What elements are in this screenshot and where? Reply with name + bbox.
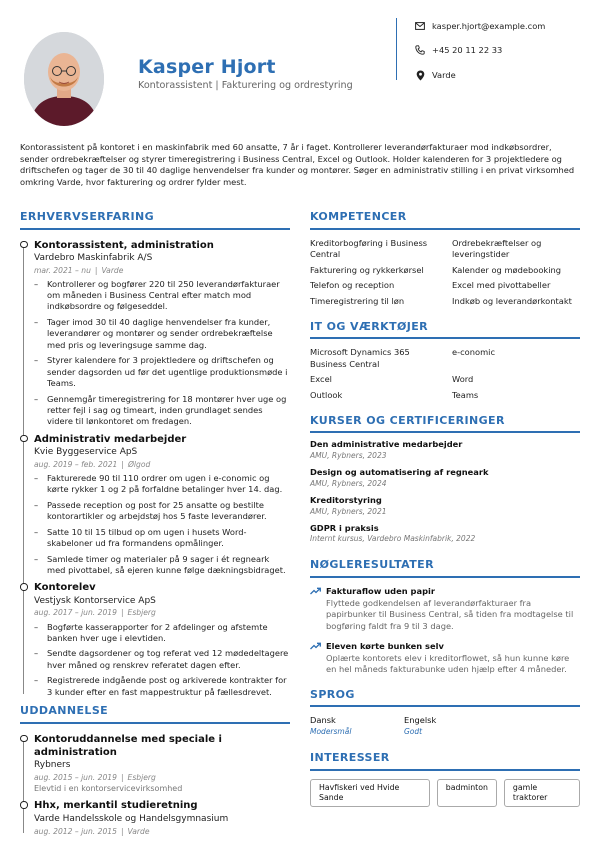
job-bullets — [34, 279, 290, 428]
course-meta: AMU, Rybners, 2024 — [310, 478, 387, 488]
experience-item — [34, 581, 290, 698]
courses-section-title: KURSER OG CERTIFICERINGER — [310, 414, 580, 434]
skill-item: Kalender og mødebooking — [452, 264, 562, 275]
job-bullet: – Satte 10 til 15 tilbud op om ugen i husets Word-skabeloner ud fra formandens opmålinger. — [34, 527, 290, 550]
course-item — [310, 523, 580, 545]
skills-grid — [310, 238, 580, 308]
job-dates: aug. 2017 – jun. 2019 — [34, 608, 117, 618]
job-place: Esbjerg — [127, 608, 156, 618]
language-level: Godt — [404, 727, 423, 737]
achievement-item — [310, 586, 580, 633]
course-title: Kreditorstyring — [310, 494, 382, 505]
tool-item: e-conomic — [452, 347, 496, 358]
course-meta: Internt kursus, Vardebro Maskinfabrik, 2022 — [310, 534, 476, 544]
job-bullets — [34, 473, 290, 577]
course-meta: AMU, Rybners, 2023 — [310, 450, 387, 460]
interest-chip: badminton — [437, 779, 497, 808]
job-place: Varde — [101, 265, 124, 275]
tools-section-title: IT OG VÆRKTØJER — [310, 320, 580, 340]
achievement-item — [310, 641, 580, 676]
phone-icon — [414, 45, 426, 55]
timeline-dot — [20, 583, 28, 591]
profile-summary: Kontorassistent på kontoret i en maskinfabrik med 60 ansatte, 7 år i faget. Kontrollerer leverandørfakturaer mod indkøbsordrer, sender ordrebekræftelser og styrer timeregistrering i Business Central, Excel og Outlook. Holder kalenderen for 3 projektledere og driftschefen og tager de 30 til 40 daglige henvendelser fra kunder og montører. Søger en administrativ stilling i en privat virksomhed omkring Varde, hvor fakturering og ordrer fylder mest. — [20, 142, 575, 187]
education-meta: aug. 2015 – jun. 2019 | Esbjerg — [34, 772, 156, 782]
courses-list — [310, 439, 580, 544]
contact-location — [414, 70, 456, 81]
job-bullet: – Sendte dagsordener og tog referat ved 12 mødedeltagere hver måned og renskrev referatet dagen efter. — [34, 648, 290, 671]
contact-email — [414, 21, 545, 32]
contact-phone-text[interactable]: +45 20 11 22 33 — [432, 45, 503, 55]
achievements-list — [310, 586, 580, 676]
education-place: Esbjerg — [127, 772, 156, 782]
language-name: Dansk — [310, 715, 336, 726]
job-title: Kontorassistent, administration — [34, 239, 214, 251]
course-item — [310, 439, 580, 461]
job-bullet: – Registrerede indgående post og arkiverede kontrakter for 3 kunder efter en fast mappestruktur på fællesdrevet. — [34, 675, 290, 698]
timeline-dot — [20, 801, 28, 809]
timeline-dot — [20, 735, 28, 743]
experience-item — [34, 433, 290, 577]
education-timeline — [20, 733, 290, 837]
job-bullet: – Kontrollerer og bogfører 220 til 250 leverandørfakturaer om måneden i Business Central efter match mod indkøbsordre og følgeseddel. — [34, 279, 290, 313]
language-item — [310, 715, 404, 737]
contact-phone — [414, 45, 502, 56]
interests-chips — [310, 779, 580, 808]
job-employer: Vardebro Maskinfabrik A/S — [34, 252, 153, 263]
interest-chip: Havfiskeri ved Hvide Sande — [310, 779, 430, 808]
job-meta: mar. 2021 – nu | Varde — [34, 265, 124, 275]
languages-section-title: SPROG — [310, 688, 580, 708]
candidate-name: Kasper Hjort — [138, 56, 276, 78]
job-meta: aug. 2019 – feb. 2021 | Ølgod — [34, 459, 151, 469]
header-divider — [396, 18, 397, 80]
right-column — [310, 210, 580, 807]
skill-item: Indkøb og leverandørkontakt — [452, 295, 572, 306]
profile-photo — [24, 32, 104, 126]
education-title: Kontoruddannelse med speciale i administration — [34, 733, 222, 758]
tool-item: Microsoft Dynamics 365 Business Central — [310, 347, 410, 369]
job-bullet: – Passede reception og post for 25 ansatte og bestilte kontorartikler og arbejdstøj hos 5 faste leverandører. — [34, 500, 290, 523]
course-title: Den administrative medarbejder — [310, 439, 463, 450]
timeline-dot — [20, 241, 28, 249]
envelope-icon — [414, 22, 426, 30]
job-meta: aug. 2017 – jun. 2019 | Esbjerg — [34, 608, 156, 618]
job-bullet: – Tager imod 30 til 40 daglige henvendelser fra kunder, leverandører og montører og sender ordrebekræftelse med pris og leveringsuge samme dag. — [34, 317, 290, 351]
education-school: Rybners — [34, 760, 71, 771]
tool-item: Word — [452, 374, 474, 385]
timeline-dot — [20, 435, 28, 443]
interest-chip: gamle traktorer — [504, 779, 580, 808]
job-bullet: – Bogførte kasserapporter for 2 afdelinger og afstemte banken hver uge i elevtiden. — [34, 622, 290, 645]
tools-grid — [310, 347, 580, 401]
job-place: Ølgod — [127, 459, 151, 469]
education-school: Varde Handelsskole og Handelsgymnasium — [34, 813, 229, 824]
skills-section-title: KOMPETENCER — [310, 210, 580, 230]
education-title: Hhx, merkantil studieretning — [34, 800, 198, 812]
candidate-subtitle: Kontorassistent | Fakturering og ordrestyring — [138, 80, 353, 91]
education-item — [34, 733, 290, 795]
job-title: Kontorelev — [34, 582, 96, 594]
job-title: Administrativ medarbejder — [34, 433, 187, 445]
achievements-section-title: NØGLERESULTATER — [310, 558, 580, 578]
interests-section-title: INTERESSER — [310, 751, 580, 771]
job-bullet: – Fakturerede 90 til 110 ordrer om ugen i e-conomic og kørte rykker 1 og 2 på forfaldne betalinger hver 14. dag. — [34, 473, 290, 496]
job-dates: aug. 2019 – feb. 2021 — [34, 459, 118, 469]
language-item — [404, 715, 580, 737]
education-item — [34, 799, 290, 836]
achievement-title: Eleven kørte bunken selv — [326, 640, 444, 651]
job-bullet: – Samlede timer og materialer på 9 sager i ét regneark med pivottabel, så ejeren kunne følge dækningsbidraget. — [34, 554, 290, 577]
job-bullet: – Gennemgår timeregistrering for 18 montører hver uge og retter fejl i sag og timeart, inden grundlaget sendes videre til lønkontoret om fredagen. — [34, 394, 290, 428]
skill-item: Ordrebekræftelser og leveringstider — [452, 237, 542, 260]
contact-location-text: Varde — [432, 70, 456, 81]
skill-item: Timeregistrering til løn — [310, 295, 405, 306]
trend-up-icon — [310, 642, 321, 653]
location-pin-icon — [414, 70, 426, 81]
left-column — [20, 210, 290, 842]
course-title: Design og automatisering af regneark — [310, 466, 489, 477]
job-employer: Vestjysk Kontorservice ApS — [34, 595, 156, 606]
achievement-title: Fakturaflow uden papir — [326, 585, 435, 596]
tool-item: Excel — [310, 374, 332, 385]
timeline-line — [23, 738, 24, 833]
skill-item: Telefon og reception — [310, 280, 395, 291]
language-level: Modersmål — [310, 727, 352, 737]
experience-section-title: ERHVERVSERFARING — [20, 210, 290, 230]
education-place: Varde — [127, 826, 150, 836]
experience-timeline — [20, 239, 290, 699]
education-section-title: UDDANNELSE — [20, 704, 290, 724]
course-title: GDPR i praksis — [310, 522, 379, 533]
achievement-text: Flyttede godkendelsen af leverandørfakturaer fra papirbunker til Business Central, så tiden fra modtagelse til bogføring faldt fra 9 til 3 dage. — [326, 597, 574, 632]
course-item — [310, 495, 580, 517]
job-bullets — [34, 622, 290, 699]
timeline-line — [23, 244, 24, 695]
achievement-text: Oplærte kontorets elev i kreditorflowet, så hun kunne køre en hel måneds fakturabunke uden hjælp efter 4 måneder. — [326, 652, 570, 675]
languages-list — [310, 715, 580, 737]
language-name: Engelsk — [404, 715, 437, 726]
education-meta: aug. 2012 – jun. 2015 | Varde — [34, 826, 150, 836]
job-dates: mar. 2021 – nu — [34, 265, 91, 275]
education-dates: aug. 2012 – jun. 2015 — [34, 826, 117, 836]
course-item — [310, 467, 580, 489]
experience-item — [34, 239, 290, 428]
skill-item: Kreditorbogføring i Business Central — [310, 237, 428, 260]
contact-email-text[interactable]: kasper.hjort@example.com — [432, 21, 546, 31]
education-dates: aug. 2015 – jun. 2019 — [34, 772, 117, 782]
education-note: Elevtid i en kontorservicevirksomhed — [34, 783, 183, 793]
course-meta: AMU, Rybners, 2021 — [310, 506, 387, 516]
skill-item: Fakturering og rykkerkørsel — [310, 264, 424, 275]
skill-item: Excel med pivottabeller — [452, 280, 551, 291]
job-employer: Kvie Byggeservice ApS — [34, 447, 138, 458]
tool-item: Teams — [452, 389, 479, 400]
trend-up-icon — [310, 587, 321, 598]
tool-item: Outlook — [310, 389, 343, 400]
job-bullet: – Styrer kalendere for 3 projektledere og driftschefen og sender dagsorden ud før det ugentlige produktionsmøde i Teams. — [34, 355, 290, 389]
